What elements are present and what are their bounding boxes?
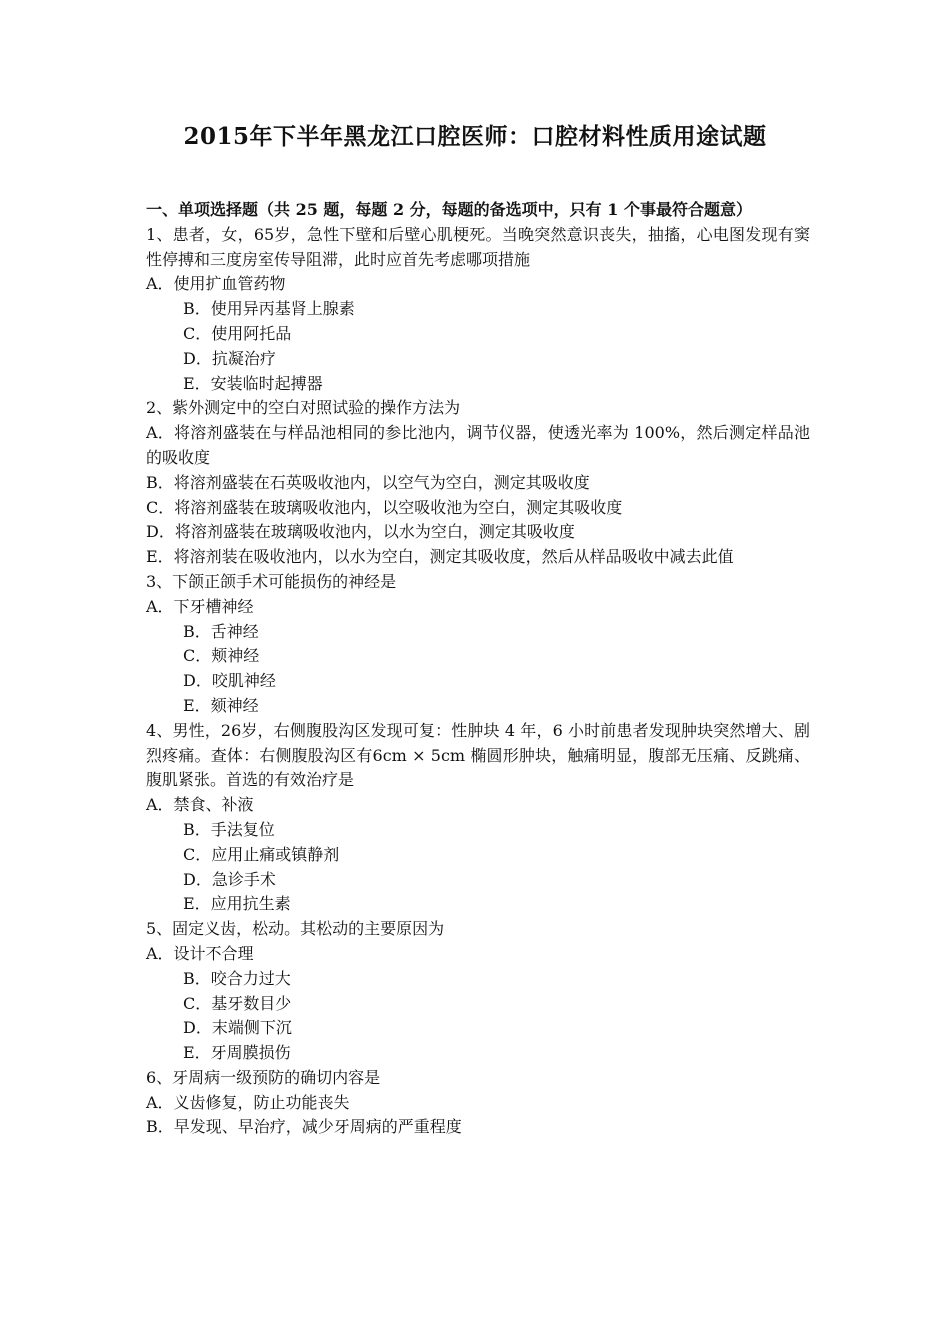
answer-option: B．咬合力过大 — [183, 968, 291, 988]
document-body — [146, 198, 810, 1140]
answer-option: C．使用阿托品 — [183, 323, 292, 343]
question-stem: 4、男性，26岁，右侧腹股沟区发现可复：性肿块 4 年，6 小时前患者发现肿块突然增大、剧烈疼痛。查体：右侧腹股沟区有6cm × 5cm 椭圆形肿块，触痛明显，腹部无压痛、反跳痛、腹肌紧张。首选的有效治疗是 — [146, 720, 810, 790]
answer-option: C．应用止痛或镇静剂 — [183, 844, 340, 864]
answer-option: A．使用扩血管药物 — [146, 274, 286, 294]
answer-option: A．将溶剂盛装在与样品池相同的参比池内，调节仪器，使透光率为 100%，然后测定样品池的吸收度 — [146, 423, 810, 467]
section-header: 一、单项选择题（共 25 题，每题 2 分，每题的备选项中，只有 1 个事最符合题意） — [146, 200, 752, 219]
question-stem: 2、紫外测定中的空白对照试验的操作方法为 — [146, 398, 461, 418]
answer-option: B．舌神经 — [183, 621, 259, 641]
answer-option: B．早发现、早治疗，减少牙周病的严重程度 — [146, 1117, 462, 1137]
answer-option: E．将溶剂装在吸收池内，以水为空白，测定其吸收度，然后从样品吸收中减去此值 — [146, 547, 734, 567]
answer-option: D．咬肌神经 — [183, 671, 276, 691]
question-stem: 1、患者，女，65岁，急性下壁和后壁心肌梗死。当晚突然意识丧失，抽搐，心电图发现有窦性停搏和三度房室传导阻滞，此时应首先考虑哪项措施 — [146, 224, 810, 269]
answer-option: D．将溶剂盛装在玻璃吸收池内，以水为空白，测定其吸收度 — [146, 522, 575, 542]
answer-option: B．使用异丙基肾上腺素 — [183, 299, 355, 319]
answer-option: D．急诊手术 — [183, 869, 276, 889]
answer-option: E．应用抗生素 — [183, 894, 291, 914]
answer-option: D．末端侧下沉 — [183, 1018, 292, 1038]
answer-option: E．牙周膜损伤 — [183, 1043, 291, 1063]
answer-option: D．抗凝治疗 — [183, 348, 276, 368]
answer-option: B．将溶剂盛装在石英吸收池内，以空气为空白，测定其吸收度 — [146, 472, 590, 492]
answer-option: A．下牙槽神经 — [146, 596, 254, 616]
answer-option: A．设计不合理 — [146, 943, 254, 963]
answer-option: E．安装临时起搏器 — [183, 373, 323, 393]
answer-option: A．义齿修复，防止功能丧失 — [146, 1092, 350, 1112]
answer-option: C．基牙数目少 — [183, 993, 292, 1013]
question-stem: 6、牙周病一级预防的确切内容是 — [146, 1067, 381, 1087]
answer-option: A．禁食、补液 — [146, 795, 254, 815]
answer-option: E．颏神经 — [183, 695, 259, 715]
answer-option: C．颊神经 — [183, 646, 260, 666]
question-stem: 5、固定义齿，松动。其松动的主要原因为 — [146, 919, 445, 939]
document-title: 2015年下半年黑龙江口腔医师：口腔材料性质用途试题 — [183, 123, 767, 150]
answer-option: B．手法复位 — [183, 819, 275, 839]
answer-option: C．将溶剂盛装在玻璃吸收池内，以空吸收池为空白，测定其吸收度 — [146, 497, 623, 517]
question-stem: 3、下颌正颌手术可能损伤的神经是 — [146, 571, 397, 591]
